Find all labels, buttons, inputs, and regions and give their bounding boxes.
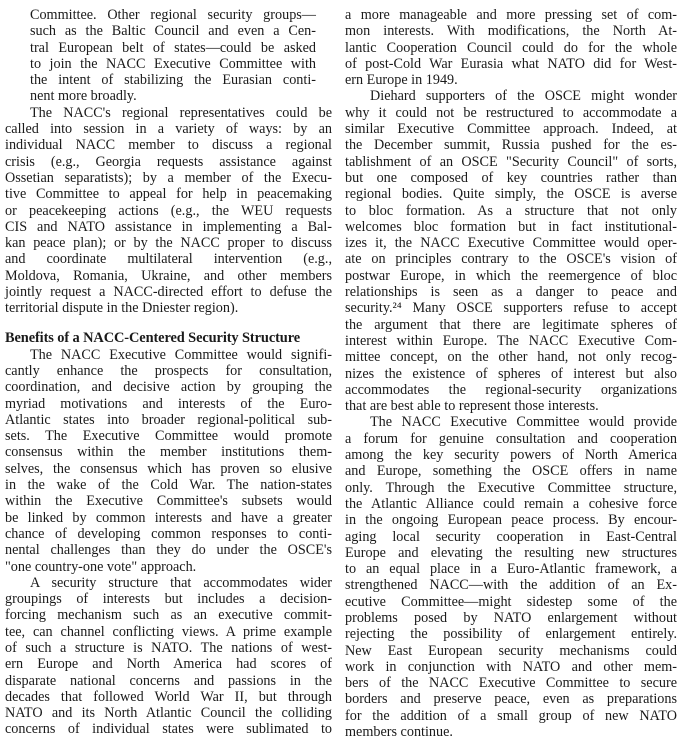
text-line: coordination, and decisive action by grouping the	[5, 379, 332, 396]
text-line: individual NACC member to discuss a regional	[5, 137, 332, 154]
paragraph	[345, 414, 677, 740]
text-line: ern Europe in 1949.	[345, 72, 458, 89]
paragraph	[345, 7, 677, 88]
text-line: relationships is seen as a danger to peace and	[345, 284, 677, 301]
text-line: Diehard supporters of the OSCE might wonder	[370, 88, 677, 105]
text-line: groupings of interests but includes a decision-	[5, 591, 332, 608]
text-line: myriad motivations and interests of the Euro-	[5, 395, 332, 412]
text-line: regional bodies. Quite simply, the OSCE is averse	[345, 186, 677, 203]
text-line: accommodates the regional-security organizations	[345, 381, 677, 398]
right-column-text	[345, 7, 677, 740]
text-line: NATO and its North Atlantic Council the colliding	[5, 705, 332, 722]
text-line: A security structure that accommodates wider	[30, 574, 332, 591]
text-line: such as the Baltic Council and even a Cen-	[30, 23, 316, 40]
text-line: in the ongoing European peace process. By encour-	[345, 512, 677, 529]
text-line: concerns of individual states were sublimated to	[5, 721, 332, 738]
text-line: tive Committee to appeal for help in peacemaking	[5, 186, 332, 203]
text-line: tee, can channel conflicting views. A prime example	[5, 623, 332, 640]
text-line: Ossetian separatists); by a member of the Execu-	[5, 169, 332, 186]
text-line: decades that followed World War II, but through	[5, 688, 332, 705]
text-line: called into session in a variety of ways: by an	[5, 121, 332, 138]
text-line: nent more broadly.	[30, 88, 137, 105]
paragraph	[345, 88, 677, 414]
text-line: rejecting the possibility of enlargement entirely.	[345, 626, 677, 643]
text-line: mittee concept, on the other hand, not only recog-	[345, 349, 677, 366]
text-line: izes it, the NACC Executive Committee would oper-	[345, 235, 677, 252]
text-line: "one country-one vote" approach.	[5, 558, 197, 575]
text-line: The NACC's regional representatives could be	[30, 104, 332, 121]
text-line: lantic Cooperation Council could do for the whole	[345, 39, 677, 56]
paragraph	[5, 575, 332, 738]
text-line: to an equal place in a Euro-Atlantic framework, a	[345, 561, 677, 578]
text-line: Atlantic states into broader regional-political sub-	[5, 411, 332, 428]
text-line: selves, the consensus which has proven so elusive	[5, 460, 332, 477]
text-line: kan peace plan); or by the NACC proper to discuss	[5, 235, 332, 252]
text-line: of post-Cold War Eurasia what NATO did for West-	[345, 55, 677, 72]
text-line: of such a structure is NATO. The nations of west-	[5, 639, 332, 656]
text-line: nizes the existence of spheres of interest but also	[345, 365, 677, 382]
left-column-text-before-heading	[5, 7, 332, 317]
text-line: mon interests. With modifications, the North At-	[345, 23, 677, 40]
text-line: ecutive Committee—might sidestep some of the	[345, 593, 677, 610]
text-line: or peacekeeping actions (e.g., the WEU requests	[5, 202, 332, 219]
text-line: crisis (e.g., Georgia requests assistance against	[5, 153, 332, 170]
text-line: ern Europe and North America had scores of	[5, 656, 332, 673]
text-line: the intent of stabilizing the Eurasian conti-	[30, 72, 316, 89]
text-line: interest within Europe. The NACC Executive Com-	[345, 332, 677, 349]
text-line: to bloc formation. As a structure that not only	[345, 202, 677, 219]
text-line: but one composed of key countries rather than	[345, 169, 677, 186]
text-line: territorial dispute in the Dniester region).	[5, 300, 239, 317]
left-column-text-after-heading	[5, 347, 332, 738]
text-line: why it could not be restructured to accommodate a	[345, 104, 677, 121]
text-line: for the addition of a small group of new NATO	[345, 707, 677, 724]
text-line: within the Executive Committee's subsets would	[5, 493, 332, 510]
text-line: nental challenges than they do under the OSCE's	[5, 542, 332, 559]
text-line: The NACC Executive Committee would signifi-	[30, 346, 332, 363]
paragraph	[5, 105, 332, 317]
right-column	[345, 7, 677, 740]
text-line: aging local security cooperation in East-Central	[345, 528, 677, 545]
text-line: consensus within the member institutions them-	[5, 444, 332, 461]
text-line: and coordinate multilateral intervention (e.g.,	[5, 251, 332, 268]
text-line: the Atlantic Alliance could remain a cohesive force	[345, 495, 677, 512]
text-line: tral European belt of states—could be asked	[30, 39, 316, 56]
text-line: among the key security powers of North America	[345, 447, 677, 464]
text-line: work in conjunction with NATO and other mem-	[345, 658, 677, 675]
text-line: tablishment of an OSCE "Security Council" of sorts,	[345, 153, 677, 170]
text-line: problems posed by NATO enlargement without	[345, 609, 677, 626]
text-line: cantly enhance the prospects for consultation,	[5, 362, 332, 379]
text-line: the argument that there are legitimate spheres of	[345, 316, 677, 333]
text-line: The NACC Executive Committee would provide	[370, 414, 677, 431]
text-line: disparate national concerns and passions in the	[5, 672, 332, 689]
text-line: sets. The Executive Committee would promote	[5, 428, 332, 445]
text-line: bers of the NACC Executive Committee to secure	[345, 675, 677, 692]
text-line: to join the NACC Executive Committee with	[30, 55, 316, 72]
text-line: strengthened NACC—with the addition of an Ex-	[345, 577, 677, 594]
text-line: security.²⁴ Many OSCE supporters refuse to accept	[345, 300, 677, 317]
text-line: a more manageable and more pressing set of com-	[345, 7, 677, 23]
text-line: New East European security mechanisms could	[345, 642, 677, 659]
text-line: a forum for genuine consultation and cooperation	[345, 430, 677, 447]
text-line: ate on principles contrary to the OSCE's vision of	[345, 251, 677, 268]
text-line: Committee. Other regional security groups—	[30, 7, 316, 23]
text-line: be linked by common interests and have a greater	[5, 509, 332, 526]
text-line: that are best able to represent those interests.	[345, 398, 599, 415]
text-line: forcing mechanism such as an executive commit-	[5, 607, 332, 624]
text-line: Moldova, Romania, Ukraine, and other members	[5, 267, 332, 284]
text-line: and Europe, something the OSCE offers in name	[345, 463, 677, 480]
text-line: members continue.	[345, 724, 453, 741]
text-line: the December summit, Russia pushed for the es-	[345, 137, 677, 154]
text-line: Europe and elevating the resulting new structures	[345, 544, 677, 561]
text-line: similar Executive Committee approach. Indeed, at	[345, 121, 677, 138]
paragraph	[30, 7, 316, 105]
text-line: jointly request a NACC-directed effort to defuse the	[5, 284, 332, 301]
text-line: borders and preserve peace, even as preparations	[345, 691, 677, 708]
text-line: only. Through the Executive Committee structure,	[345, 479, 677, 496]
text-line: in the wake of the Cold War. The nation-states	[5, 477, 332, 494]
left-column	[5, 7, 332, 738]
paragraph	[5, 347, 332, 575]
text-line: chance of developing common responses to conti-	[5, 525, 332, 542]
text-line: postwar Europe, in which the reemergence of bloc	[345, 267, 677, 284]
text-line: welcomes bloc formation but in fact institutional-	[345, 218, 677, 235]
text-line: CIS and NATO assistance in implementing a Bal-	[5, 218, 332, 235]
section-heading: Benefits of a NACC-Centered Security Structure	[5, 329, 301, 346]
